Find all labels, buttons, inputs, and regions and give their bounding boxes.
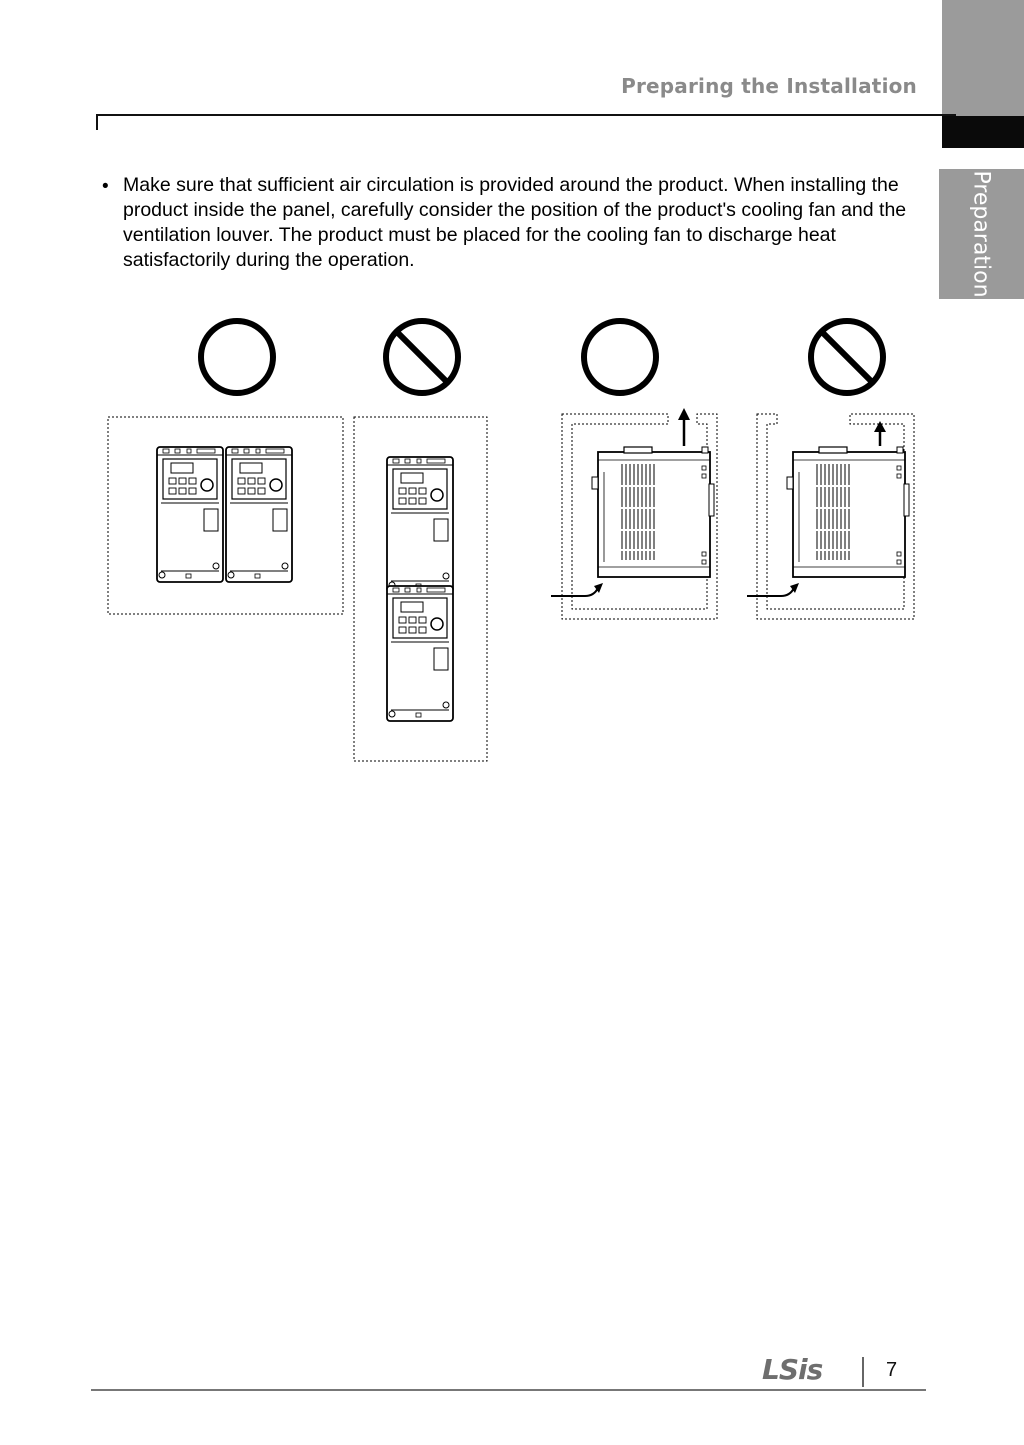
prohibited-icon <box>386 321 458 393</box>
bullet-paragraph: Make sure that sufficient air circulation is provided around the product. When installing the product inside the panel, carefully consider the position of the product's cooling fan and the ventilation louver. The product must be placed for the cooling fan to discharge heat satisfactorily during the operation. <box>123 174 907 271</box>
allowed-circle-icon <box>584 321 656 393</box>
allowed-circle-icon <box>201 321 273 393</box>
panel-stacked <box>354 417 487 761</box>
page-number: 7 <box>886 1359 898 1381</box>
bullet-symbol: • <box>102 176 109 197</box>
section-title: Preparing the Installation <box>621 74 917 98</box>
side-tab-label[interactable]: Preparation <box>968 170 994 298</box>
prohibited-icon <box>811 321 883 393</box>
ls-is-logo: LSis <box>762 1353 823 1386</box>
footer-separator <box>862 1357 864 1387</box>
panel-duct-misaligned <box>747 414 914 619</box>
panel-duct-aligned <box>551 408 717 619</box>
panel-side-by-side <box>108 417 343 614</box>
footer-divider <box>91 1389 926 1391</box>
